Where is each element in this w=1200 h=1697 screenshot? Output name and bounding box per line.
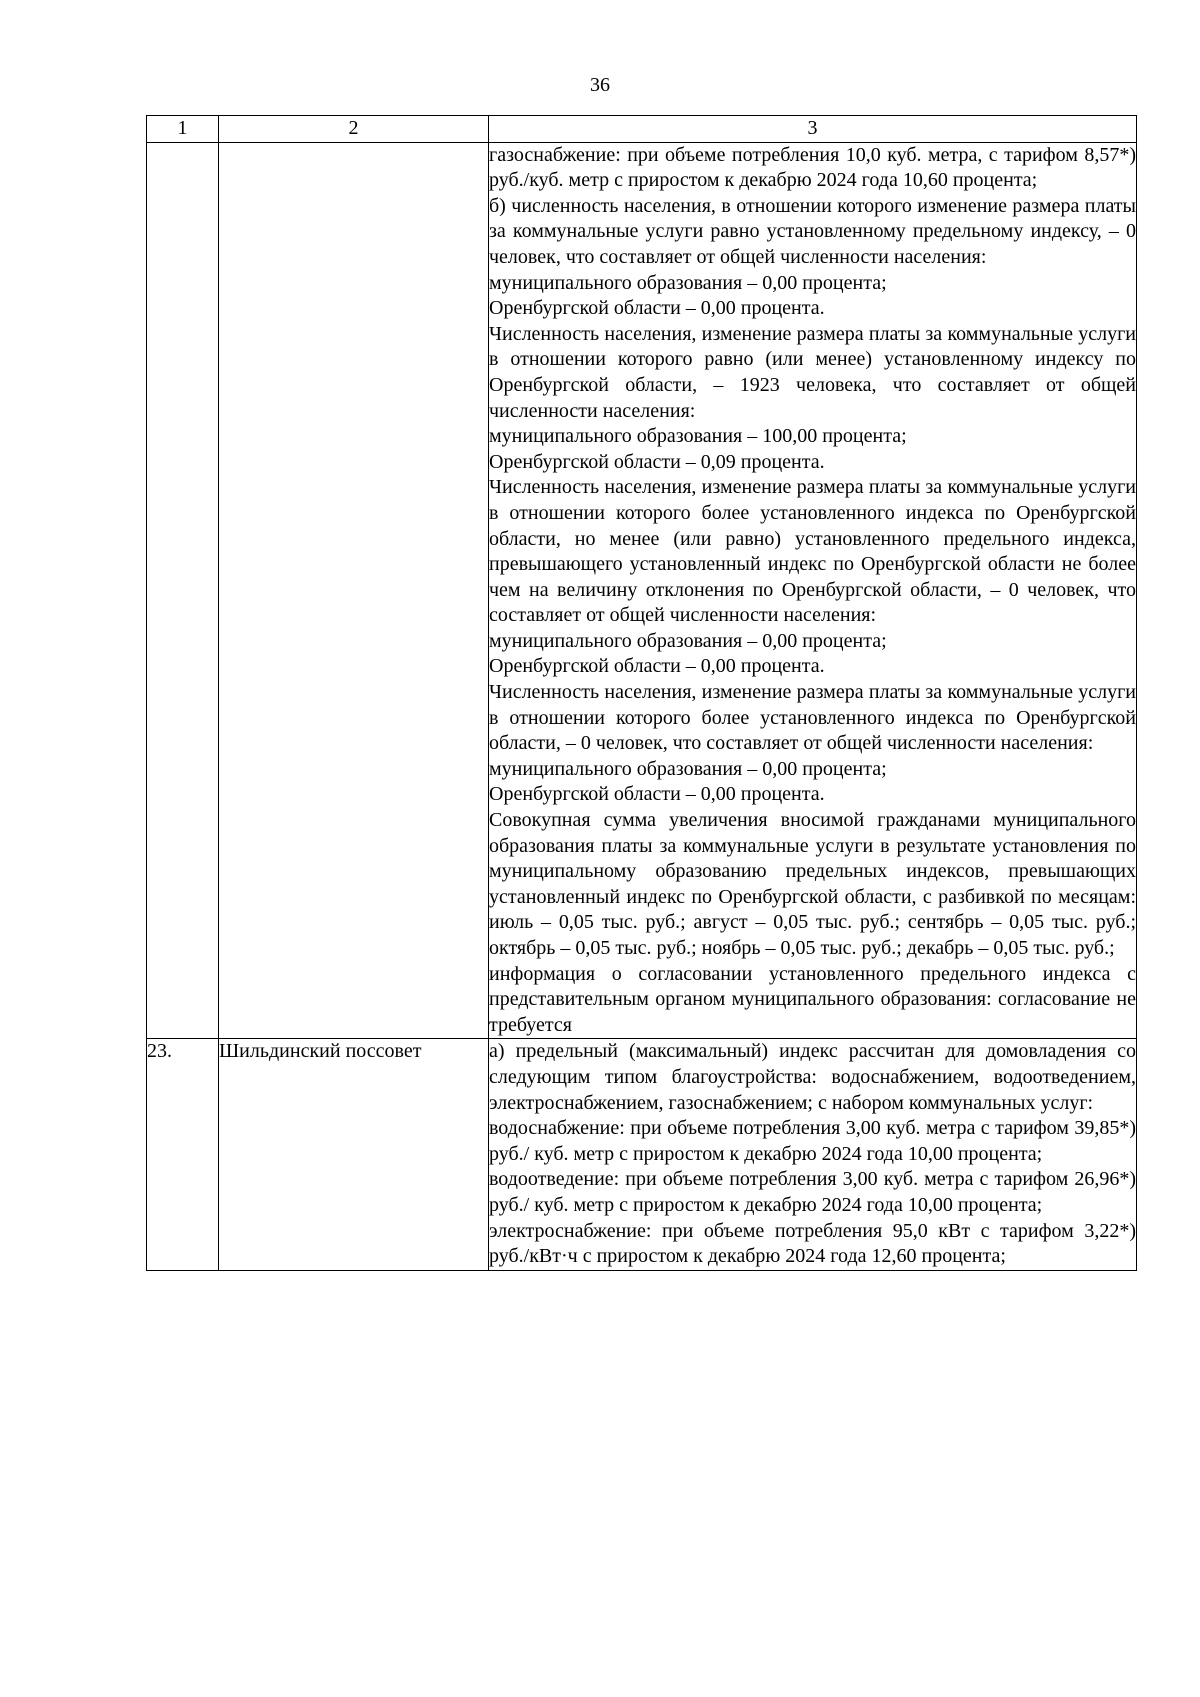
- paragraph: Оренбургской области – 0,00 процента.: [489, 783, 825, 806]
- row-details: [489, 1039, 1137, 1270]
- paragraph: муниципального образования – 0,00 процента;: [489, 629, 887, 652]
- paragraph: водоснабжение: при объеме потребления 3,00 куб. метра с тарифом 39,85*) руб./ куб. метр с приростом к декабрю 2024 года 10,00 процента;: [489, 1117, 1136, 1165]
- paragraph: муниципального образования – 0,00 процента;: [489, 757, 887, 780]
- paragraph: Оренбургской области – 0,00 процента.: [489, 297, 825, 320]
- row-number: 23.: [147, 1039, 219, 1270]
- municipality-name: Шильдинский поссовет: [219, 1039, 489, 1270]
- row-details: [489, 142, 1137, 1039]
- row-number: [147, 142, 219, 1039]
- paragraph: а) предельный (максимальный) индекс рассчитан для домовладения со следующим типом благоустройства: водоснабжением, водоотведением, электроснабжением, газоснабжением; с набором коммунальных услуг:: [489, 1040, 1136, 1114]
- paragraph: электроснабжение: при объеме потребления 95,0 кВт с тарифом 3,22*) руб./кВт·ч с приростом к декабрю 2024 года 12,60 процента;: [489, 1219, 1136, 1268]
- paragraph: газоснабжение: при объеме потребления 10,0 куб. метра, с тарифом 8,57*) руб./куб. метр с приростом к декабрю 2024 года 10,60 процента;: [489, 143, 1136, 192]
- column-header-3: 3: [489, 116, 1137, 143]
- page-number: 36: [590, 74, 610, 96]
- paragraph: муниципального образования – 100,00 процента;: [489, 425, 907, 448]
- paragraph: Оренбургской области – 0,00 процента.: [489, 655, 825, 678]
- paragraph: Совокупная сумма увеличения вносимой гражданами муниципального образования платы за коммунальные услуги в результате установления по муниципальному образованию предельных индексов, превышающих установленный индекс по Оренбургской области, с разбивкой по месяцам: июль – 0,05 тыс. руб.; август – 0,05 тыс. руб.; сентябрь – 0,05 тыс. руб.; октябрь – 0,05 тыс. руб.; ноябрь – 0,05 тыс. руб.; декабрь – 0,05 тыс. руб.;: [489, 809, 1136, 959]
- paragraph: Оренбургской области – 0,09 процента.: [489, 450, 825, 473]
- paragraph: Численность населения, изменение размера платы за коммунальные услуги в отношении которого более установленного индекса по Оренбургской области, – 0 человек, что составляет от общей численности населения:: [489, 681, 1136, 755]
- paragraph: Численность населения, изменение размера платы за коммунальные услуги в отношении которого более установленного индекса по Оренбургской области, но менее (или равно) установленного предельного индекса, превышающего установленный индекс по Оренбургской области не более чем на величину отклонения по Оренбургской области, – 0 человек, что составляет от общей численности населения:: [489, 476, 1136, 627]
- column-header-1: 1: [147, 116, 219, 143]
- paragraph: муниципального образования – 0,00 процента;: [489, 271, 887, 294]
- paragraph: Численность населения, изменение размера платы за коммунальные услуги в отношении которого равно (или менее) установленному индексу по Оренбургской области, – 1923 человека, что составляет от общей численности населения:: [489, 322, 1136, 422]
- table-row: [147, 1039, 1137, 1270]
- paragraph: информация о согласовании установленного предельного индекса с представительным органом муниципального образования: согласование не требуется: [489, 962, 1136, 1036]
- paragraph: водоотведение: при объеме потребления 3,00 куб. метра с тарифом 26,96*) руб./ куб. метр с приростом к декабрю 2024 года 10,00 процента;: [489, 1168, 1136, 1216]
- column-header-2: 2: [219, 116, 489, 143]
- document-table: [146, 115, 1137, 1271]
- table-row: [147, 142, 1137, 1039]
- municipality-name: [219, 142, 489, 1039]
- table-header-row: [147, 116, 1137, 143]
- paragraph: б) численность населения, в отношении которого изменение размера платы за коммунальные услуги равно установленному предельному индексу, – 0 человек, что составляет от общей численности населения:: [489, 194, 1136, 268]
